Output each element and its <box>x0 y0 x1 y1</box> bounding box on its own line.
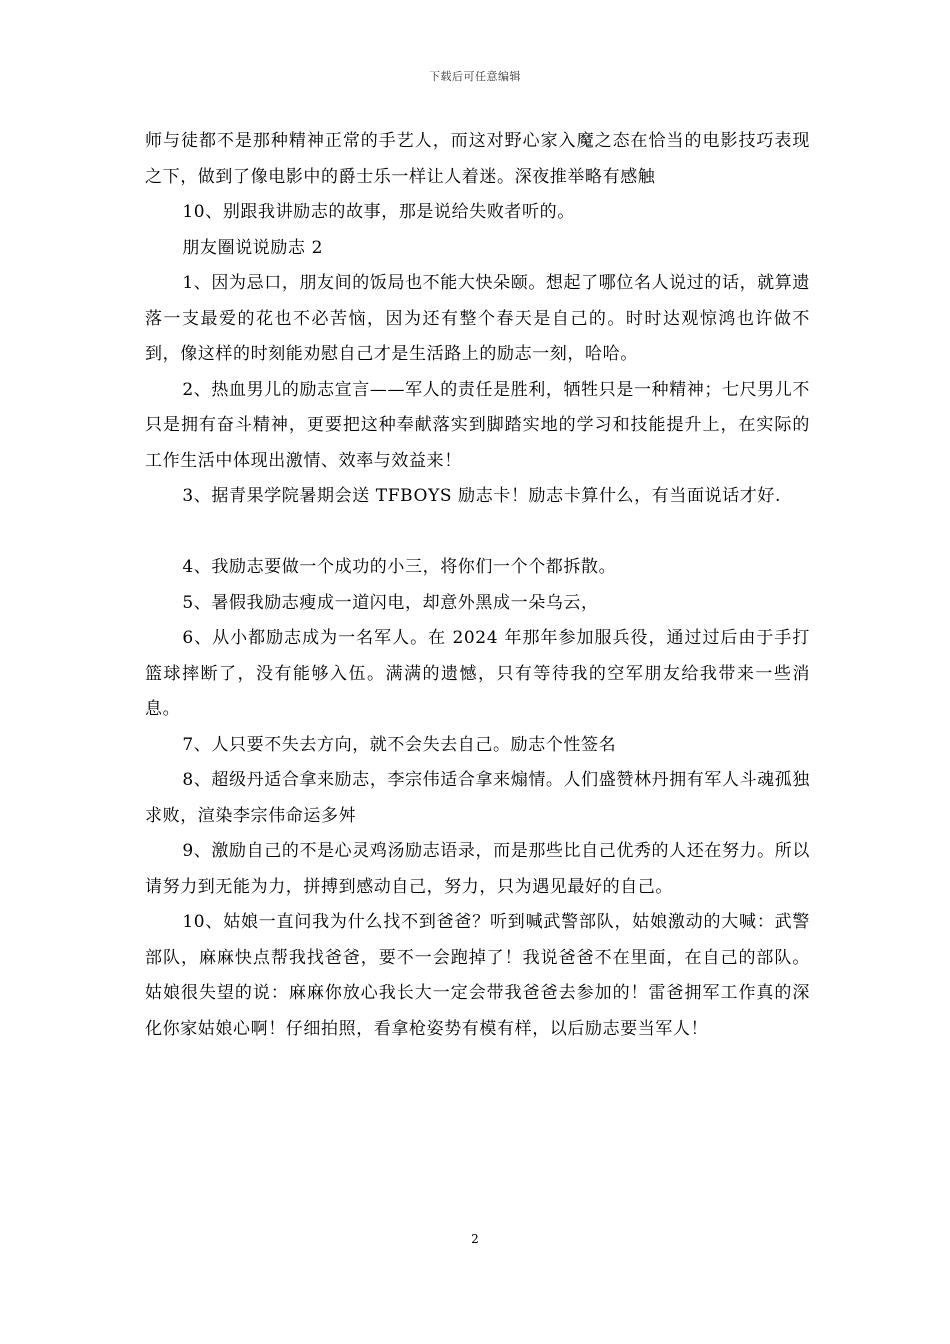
section-heading: 朋友圈说说励志 2 <box>182 237 324 258</box>
paragraph-item-6: 6、从小都励志成为一名军人。在 2024 年那年参加服兵役，通过过后由于手打篮球摔断了，没有能够入伍。满满的遗憾，只有等待我的空军朋友给我带来一些消息。 <box>145 628 810 719</box>
paragraph-item-5: 5、暑假我励志瘦成一道闪电，却意外黑成一朵乌云， <box>182 592 599 613</box>
blank-line <box>145 515 810 551</box>
page-number: 2 <box>471 1232 479 1246</box>
document-body <box>145 124 810 1047</box>
paragraph-item-9: 9、激励自己的不是心灵鸡汤励志语录，而是那些比自己优秀的人还在努力。所以请努力到无能为力，拼搏到感动自己，努力，只为遇见最好的自己。 <box>145 841 810 897</box>
page-header: 下载后可任意编辑 <box>429 70 521 83</box>
paragraph-item-8: 8、超级丹适合拿来励志，李宗伟适合拿来煽情。人们盛赞林丹拥有军人斗魂孤独求败，渲染李宗伟命运多舛 <box>145 770 810 826</box>
paragraph-item-2: 2、热血男儿的励志宣言——军人的责任是胜利，牺牲只是一种精神；七尺男儿不只是拥有奋斗精神，更要把这种奉献落实到脚踏实地的学习和技能提升上，在实际的工作生活中体现出激情、效率与效益来！ <box>145 379 810 471</box>
paragraph-continuation: 师与徒都不是那种精神正常的手艺人，而这对野心家入魔之态在恰当的电影技巧表现之下，做到了像电影中的爵士乐一样让人着迷。深夜推举略有感触 <box>145 131 810 187</box>
paragraph-item-4: 4、我励志要做一个成功的小三，将你们一个个都拆散。 <box>182 557 617 577</box>
paragraph-item-1: 1、因为忌口，朋友间的饭局也不能大快朵颐。想起了哪位名人说过的话，就算遗落一支最爱的花也不必苦恼，因为还有整个春天是自己的。时时达观惊鸿也许做不到，像这样的时刻能劝慰自己才是生活路上的励志一刻，哈哈。 <box>145 273 810 364</box>
paragraph-item-10-first: 10、别跟我讲励志的故事，那是说给失败者听的。 <box>182 202 575 222</box>
paragraph-item-10: 10、姑娘一直问我为什么找不到爸爸？听到喊武警部队，姑娘激动的大喊：武警部队，麻麻快点帮我找爸爸，要不一会跑掉了！我说爸爸不在里面，在自己的部队。姑娘很失望的说：麻麻你放心我长大一定会带我爸爸去参加的！雷爸拥军工作真的深化你家姑娘心啊！仔细拍照，看拿枪姿势有模有样，以后励志要当军人！ <box>145 912 810 1039</box>
paragraph-item-3: 3、据青果学院暑期会送 TFBOYS 励志卡！励志卡算什么，有当面说话才好. <box>182 486 781 506</box>
paragraph-item-7: 7、人只要不失去方向，就不会失去自己。励志个性签名 <box>182 734 617 755</box>
